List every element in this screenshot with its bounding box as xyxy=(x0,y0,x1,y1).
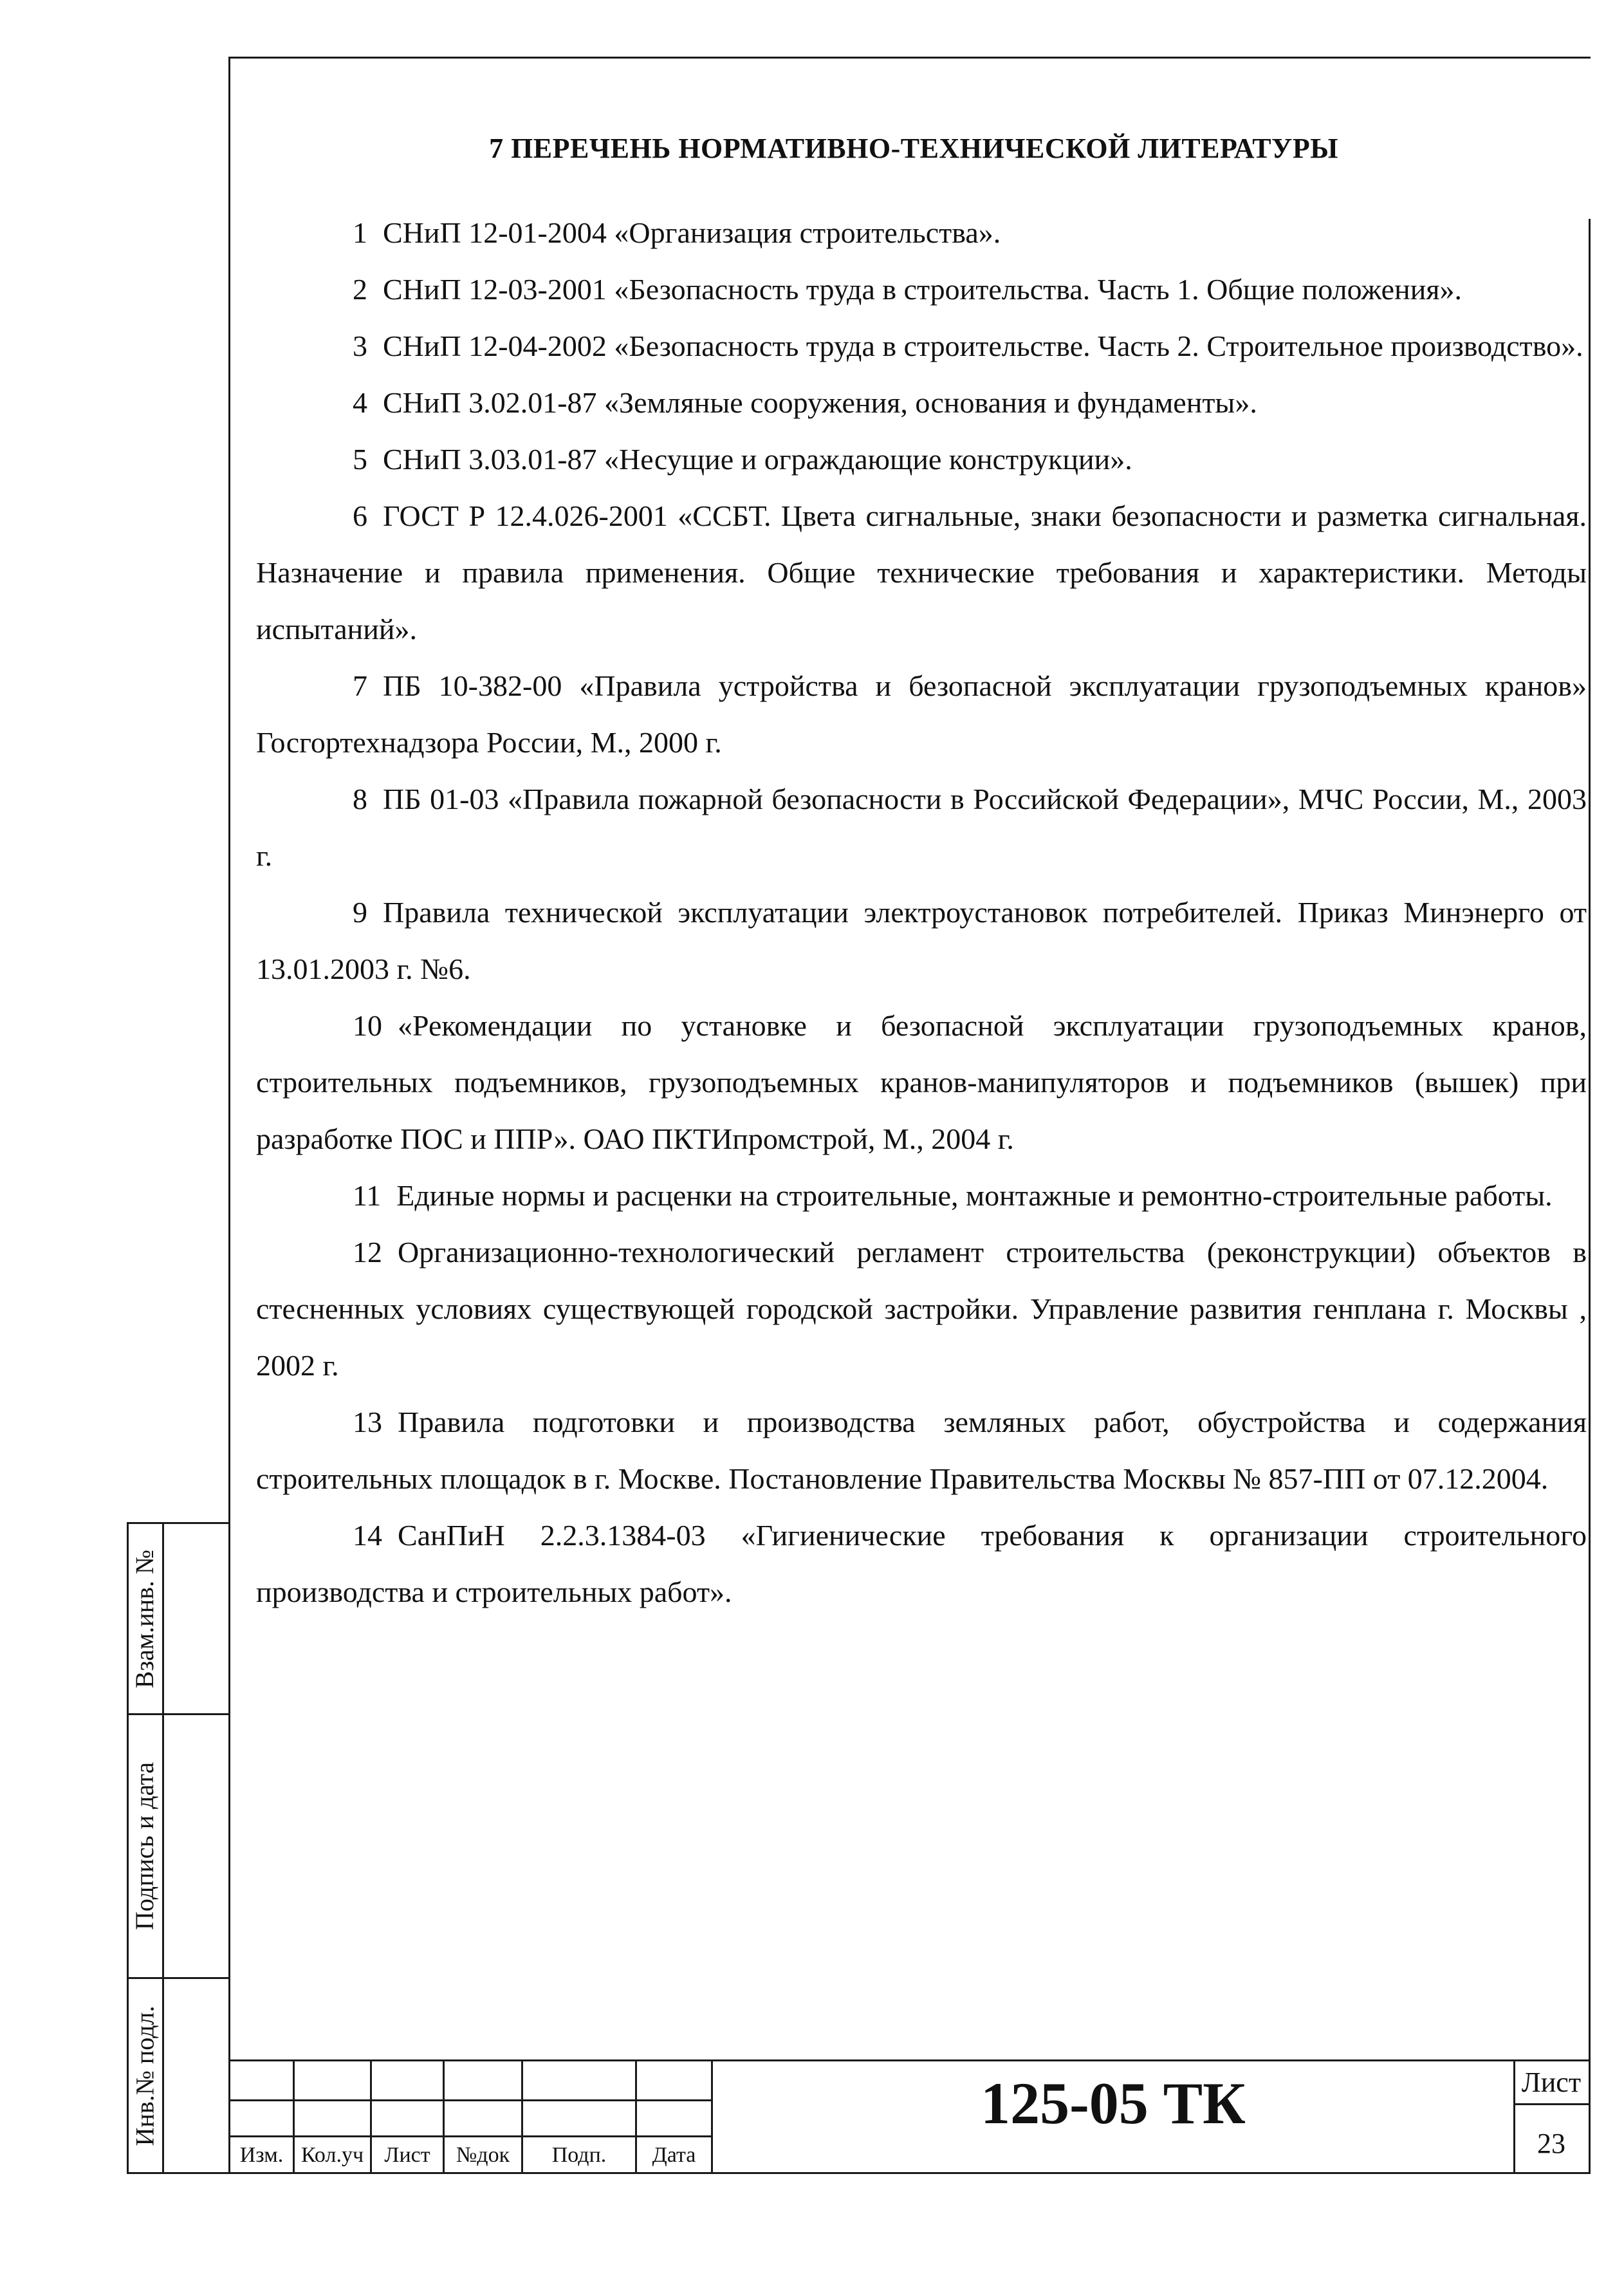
stamp-sheet-cell-divider xyxy=(1513,2103,1591,2105)
stamp-col-line-6 xyxy=(711,2059,713,2173)
list-item-text: СНиП 12-01-2004 «Организация строительства». xyxy=(383,216,1001,249)
list-item-number: 2 xyxy=(353,273,367,306)
list-item xyxy=(256,658,1587,771)
section-title: 7 ПЕРЕЧЕНЬ НОРМАТИВНО-ТЕХНИЧЕСКОЙ ЛИТЕРАТУРЫ xyxy=(489,133,1338,164)
reference-list xyxy=(256,205,1587,1621)
frame-top-line xyxy=(229,57,1591,59)
stamp-col-kol-uch: Кол.уч xyxy=(300,2143,364,2167)
list-item xyxy=(256,261,1587,318)
list-item-text: СНиП 12-03-2001 «Безопасность труда в строительства. Часть 1. Общие положения». xyxy=(383,273,1462,306)
list-item xyxy=(256,1167,1587,1224)
list-item xyxy=(256,375,1587,431)
stamp-col-list: Лист xyxy=(384,2143,430,2167)
list-item-text: ПБ 01-03 «Правила пожарной безопасности в Российской Федерации», МЧС России, М., 2003 г. xyxy=(256,783,1587,872)
list-item-text: «Рекомендации по установке и безопасной эксплуатации грузоподъемных кранов, строительных подъемников, грузоподъемных кранов-манипуляторов и подъемников (вышек) при разработке ПОС и ППР». ОАО ПКТИпромстрой, М., 2004 г. xyxy=(256,1009,1587,1155)
list-item xyxy=(256,771,1587,884)
list-item-number: 7 xyxy=(353,669,367,702)
list-item-text: ПБ 10-382-00 «Правила устройства и безопасной эксплуатации грузоподъемных кранов» Госгортехнадзора России, М., 2000 г. xyxy=(256,669,1587,759)
list-item xyxy=(256,1507,1587,1621)
list-item-number: 13 xyxy=(353,1406,382,1438)
list-item-number: 3 xyxy=(353,330,367,362)
list-item xyxy=(256,884,1587,998)
list-item-number: 6 xyxy=(353,499,367,532)
list-item-text: Правила технической эксплуатации электроустановок потребителей. Приказ Минэнерго от 13.01.2003 г. №6. xyxy=(256,896,1587,985)
frame-left-line xyxy=(228,57,230,2174)
document-code: 125-05 ТК xyxy=(981,2070,1246,2136)
list-item xyxy=(256,998,1587,1167)
stamp-grid-row-line-2 xyxy=(229,2135,713,2137)
list-item-number: 4 xyxy=(353,386,367,419)
side-column-mid-line xyxy=(162,1522,164,2173)
list-item xyxy=(256,488,1587,658)
list-item xyxy=(256,1224,1587,1394)
sheet-number: 23 xyxy=(1537,2128,1565,2159)
stamp-grid-row-line-1 xyxy=(229,2099,713,2101)
side-label-vzam-inv xyxy=(128,1524,161,1713)
frame-right-line xyxy=(1589,219,1591,2173)
side-label-podpis-data-text: Подпись и дата xyxy=(130,1761,160,1931)
list-item xyxy=(256,1394,1587,1507)
list-item-text: Единые нормы и расценки на строительные, монтажные и ремонтно-строительные работы. xyxy=(396,1179,1553,1212)
sheet-label: Лист xyxy=(1521,2067,1582,2098)
list-item-text: СНиП 3.03.01-87 «Несущие и ограждающие конструкции». xyxy=(383,443,1132,476)
stamp-top-line xyxy=(229,2059,1591,2061)
stamp-col-data: Дата xyxy=(652,2143,696,2167)
list-item-number: 1 xyxy=(353,216,367,249)
list-item-number: 8 xyxy=(353,783,367,815)
list-item-text: ГОСТ Р 12.4.026-2001 «ССБТ. Цвета сигнальные, знаки безопасности и разметка сигнальная. Назначение и правила применения. Общие технические требования и характеристики. Методы испытаний». xyxy=(256,499,1587,646)
list-item-text: Организационно-технологический регламент строительства (реконструкции) объектов в стесненных условиях существующей городской застройки. Управление развития генплана г. Москвы , 2002 г. xyxy=(256,1236,1587,1382)
side-label-inv-podl xyxy=(128,1979,161,2172)
list-item-text: Правила подготовки и производства земляных работ, обустройства и содержания строительных площадок в г. Москве. Постановление Правительства Москвы № 857-ПП от 07.12.2004. xyxy=(256,1406,1587,1495)
list-item-number: 12 xyxy=(353,1236,382,1269)
side-label-inv-podl-text: Инв.№ подл. xyxy=(130,2005,160,2146)
list-item xyxy=(256,318,1587,375)
list-item-number: 14 xyxy=(353,1519,382,1552)
list-item xyxy=(256,205,1587,261)
side-label-podpis-data xyxy=(128,1715,161,1977)
frame-bottom-line xyxy=(127,2172,1591,2174)
stamp-col-izm: Изм. xyxy=(239,2143,284,2167)
side-label-vzam-inv-text: Взам.инв. № xyxy=(130,1549,160,1688)
list-item-text: СанПиН 2.2.3.1384-03 «Гигиенические требования к организации строительного производства и строительных работ». xyxy=(256,1519,1587,1608)
stamp-col-podp: Подп. xyxy=(551,2143,607,2167)
stamp-col-ndok: №док xyxy=(456,2143,510,2167)
list-item-text: СНиП 12-04-2002 «Безопасность труда в строительстве. Часть 2. Строительное производство». xyxy=(383,330,1583,362)
list-item xyxy=(256,431,1587,488)
list-item-number: 11 xyxy=(353,1179,382,1212)
list-item-number: 5 xyxy=(353,443,367,476)
list-item-text: СНиП 3.02.01-87 «Земляные сооружения, основания и фундаменты». xyxy=(383,386,1257,419)
list-item-number: 9 xyxy=(353,896,367,929)
list-item-number: 10 xyxy=(353,1009,382,1042)
